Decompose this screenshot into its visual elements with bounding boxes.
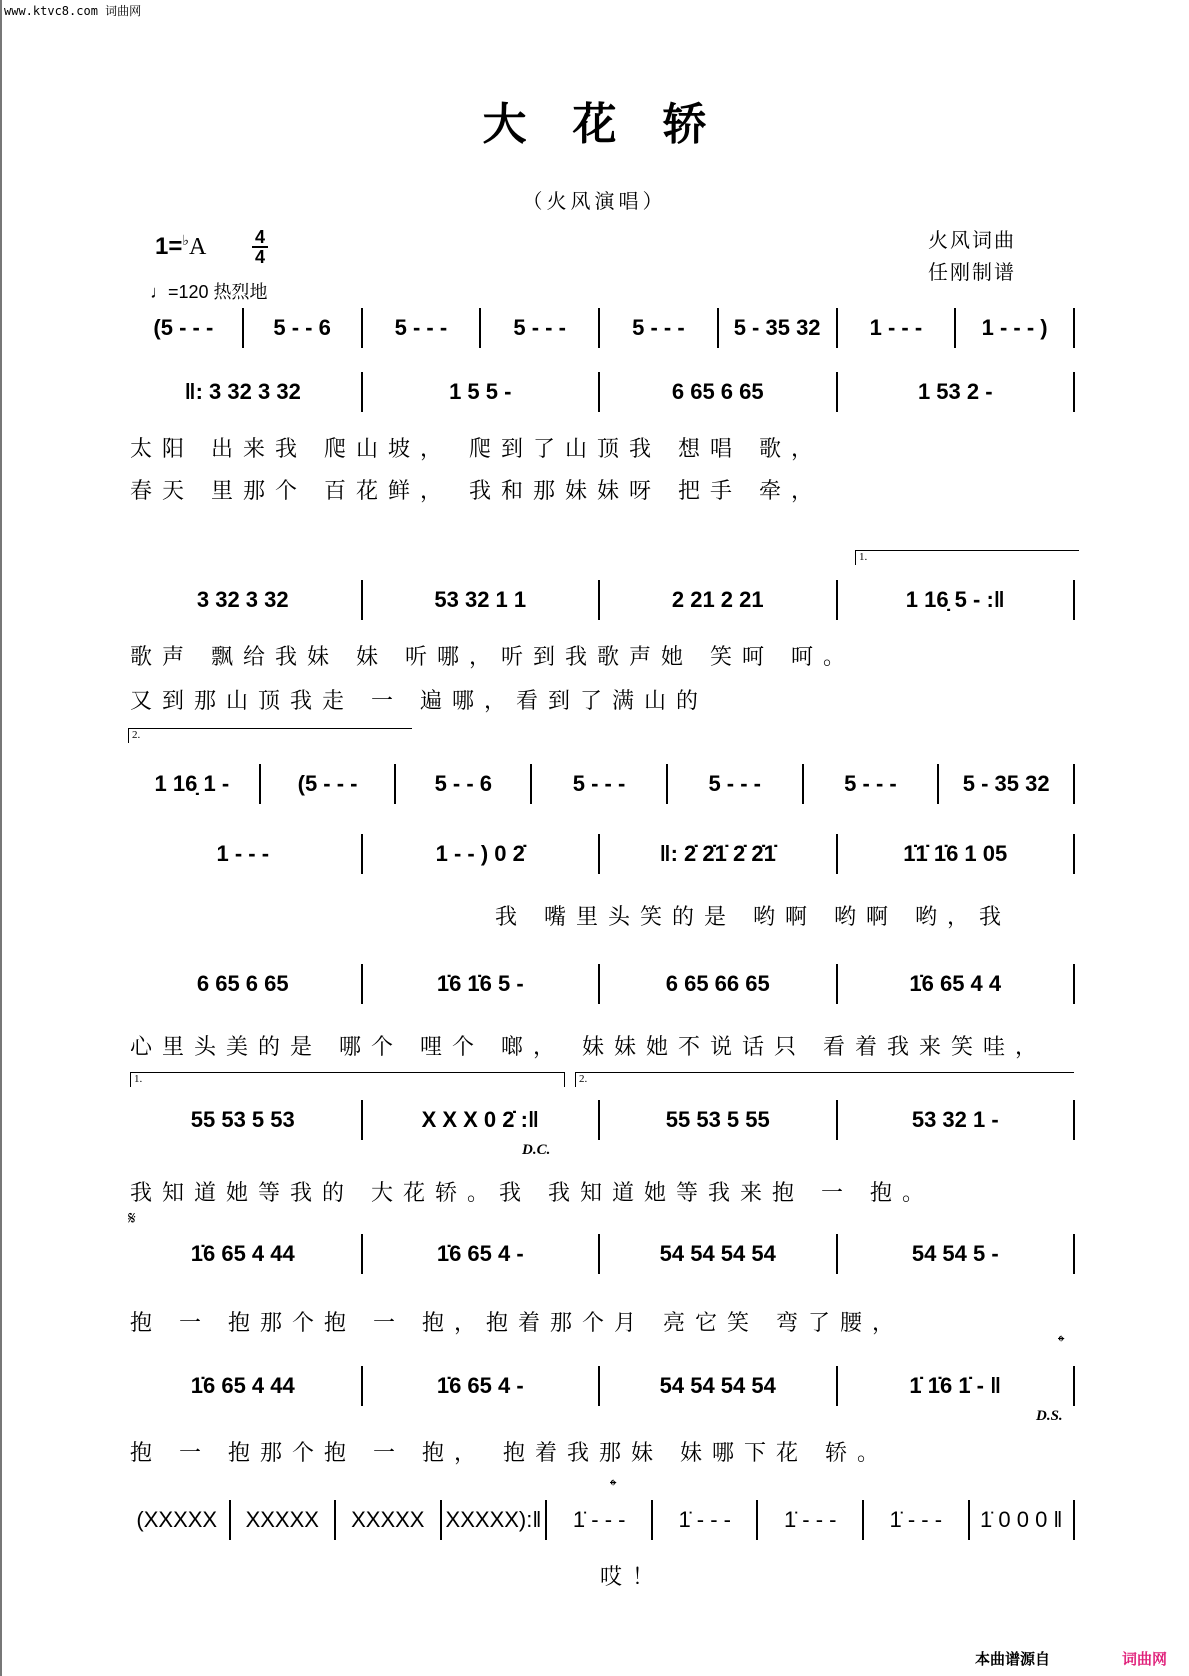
- measure: 5 - - -: [600, 308, 719, 348]
- measure: 1 53 2 -: [838, 372, 1076, 412]
- score-row-2: [125, 372, 1075, 412]
- measure: 1̇6 65 4 44: [125, 1234, 363, 1274]
- score-row-10: [125, 1500, 1075, 1540]
- score-row-6: [125, 964, 1075, 1004]
- credits: [928, 224, 1016, 288]
- watermark: www.ktvc8.com 词曲网: [4, 4, 142, 18]
- arranger-credit: 任刚制谱: [928, 260, 1016, 284]
- lyrics-verse-2: 又到那山顶我走 一 遍哪，看到了满山的: [130, 689, 708, 714]
- key-prefix: 1=: [155, 233, 183, 260]
- measure: 5 - - -: [363, 308, 482, 348]
- score-row-3: [125, 580, 1075, 620]
- measure: 55 53 5 55: [600, 1100, 838, 1140]
- measure: 1 - - - ): [956, 308, 1075, 348]
- measure: 5 - 35 32: [939, 764, 1075, 804]
- measure: X X X 0 2̇ :‖: [363, 1100, 601, 1140]
- measure: 1̇ - - -: [547, 1500, 653, 1540]
- measure: XXXXX):‖: [442, 1500, 548, 1540]
- time-signature: [252, 228, 268, 266]
- tempo-marking: ♩=120 热烈地: [150, 282, 268, 302]
- measure: 1̇1̇ 1̇6 1 05: [838, 834, 1076, 874]
- measure: 3 32 3 32: [125, 580, 363, 620]
- lyrics-chorus: 我知道她等我的 大花轿。我 我知道她等我来抱 一 抱。: [130, 1181, 934, 1206]
- measure: ‖: 2̇ 2̇1̇ 2̇ 2̇1̇: [600, 834, 838, 874]
- composer-credit: 火风词曲: [928, 228, 1016, 252]
- measure: 1 5 5 -: [363, 372, 601, 412]
- measure: 1 16̣ 1 -: [125, 764, 261, 804]
- dal-segno-mark: D.S.: [1036, 1408, 1063, 1424]
- lyrics-verse-2: 春天 里那个 百花鲜， 我和那妹妹呀 把手 牵，: [130, 479, 823, 504]
- measure: 5 - - -: [804, 764, 940, 804]
- measure: (5 - - -: [261, 764, 397, 804]
- measure: 53 32 1 1: [363, 580, 601, 620]
- score-row-9: [125, 1366, 1075, 1406]
- meter-bottom: 4: [254, 247, 265, 267]
- measure: 1̇ - - -: [758, 1500, 864, 1540]
- volta-1: 1.: [130, 1072, 565, 1087]
- da-capo-mark: D.C.: [522, 1142, 551, 1158]
- measure: 2 21 2 21: [600, 580, 838, 620]
- measure: 1̇ - - -: [653, 1500, 759, 1540]
- lyrics-chorus: 抱 一 抱那个抱 一 抱， 抱着我那妹 妹哪下花 轿。: [130, 1441, 889, 1466]
- measure: 6 65 66 65: [600, 964, 838, 1004]
- measure: 5 - - 6: [396, 764, 532, 804]
- measure: 53 32 1 -: [838, 1100, 1076, 1140]
- measure: (XXXXX: [125, 1500, 231, 1540]
- volta-1: 1.: [855, 550, 1079, 565]
- measure: XXXXX: [231, 1500, 337, 1540]
- performer-subtitle: （火风演唱）: [522, 189, 667, 213]
- lyrics-chorus: 我 嘴里头笑的是 哟啊 哟啊 哟，我: [495, 905, 1011, 930]
- lyrics-verse-1: 太阳 出来我 爬山坡， 爬到了山顶我 想唱 歌，: [130, 437, 823, 462]
- coda-icon: 𝄌: [610, 1476, 617, 1497]
- score-row-1: [125, 308, 1075, 348]
- measure: 1̇6 65 4 4: [838, 964, 1076, 1004]
- score-row-5: [125, 834, 1075, 874]
- measure: 5 - - -: [532, 764, 668, 804]
- measure: 1̇ 0 0 0 ‖: [970, 1500, 1076, 1540]
- measure: 1 - - -: [125, 834, 363, 874]
- segno-icon: 𝄋: [128, 1208, 136, 1229]
- measure: 55 53 5 53: [125, 1100, 363, 1140]
- measure: 6 65 6 65: [125, 964, 363, 1004]
- measure: (5 - - -: [125, 308, 244, 348]
- measure: 54 54 54 54: [600, 1234, 838, 1274]
- coda-icon: 𝄌: [1058, 1332, 1065, 1353]
- lyrics-verse-1: 歌声 飘给我妹 妹 听哪，听到我歌声她 笑呵 呵。: [130, 645, 855, 670]
- lyrics-chorus: 抱 一 抱那个抱 一 抱，抱着那个月 亮它笑 弯了腰，: [130, 1311, 904, 1336]
- key-note: A: [188, 234, 207, 260]
- measure: 5 - - -: [668, 764, 804, 804]
- measure: 1 16̣ 5 - :‖: [838, 580, 1076, 620]
- measure: 1̇ - - -: [864, 1500, 970, 1540]
- lyrics-ending: 哎！: [600, 1565, 665, 1590]
- measure: 54 54 5 -: [838, 1234, 1076, 1274]
- measure: 1̇6 65 4 -: [363, 1366, 601, 1406]
- meter-top: 4: [254, 227, 265, 247]
- measure: 1̇6 1̇6 5 -: [363, 964, 601, 1004]
- measure: 6 65 6 65: [600, 372, 838, 412]
- measure: 5 - 35 32: [719, 308, 838, 348]
- volta-2: 2.: [575, 1072, 1074, 1087]
- lyrics-chorus: 心里头美的是 哪个 哩个 啷， 妹妹她不说话只 看着我来笑哇，: [130, 1035, 1047, 1060]
- measure: 1 - - ) 0 2̇: [363, 834, 601, 874]
- score-row-8: [125, 1234, 1075, 1274]
- footer-source-text: 本曲谱源自: [975, 1650, 1051, 1668]
- measure: 1̇ 1̇6 1̇ - ‖: [838, 1366, 1076, 1406]
- page-left-border: [0, 0, 2, 1676]
- measure: 5 - - -: [481, 308, 600, 348]
- measure: 1̇6 65 4 44: [125, 1366, 363, 1406]
- footer-brand-link[interactable]: 词曲网: [1122, 1650, 1168, 1668]
- score-row-7: [125, 1100, 1075, 1140]
- score-row-4: [125, 764, 1075, 804]
- measure: 1̇6 65 4 -: [363, 1234, 601, 1274]
- measure: 54 54 54 54: [600, 1366, 838, 1406]
- measure: ‖: 3 32 3 32: [125, 372, 363, 412]
- song-title: 大花轿: [482, 99, 753, 150]
- measure: 1 - - -: [838, 308, 957, 348]
- flat-icon: ♭: [182, 232, 189, 248]
- key-signature: [155, 232, 206, 261]
- measure: 5 - - 6: [244, 308, 363, 348]
- measure: XXXXX: [336, 1500, 442, 1540]
- volta-2: 2.: [128, 728, 412, 743]
